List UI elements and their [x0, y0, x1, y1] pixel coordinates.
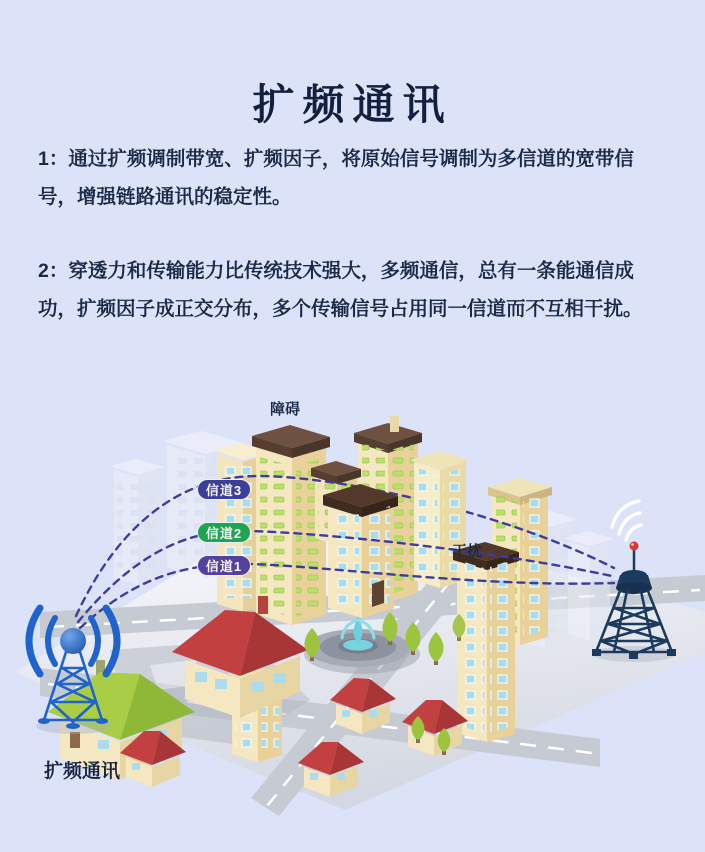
right-signal-waves-icon [612, 501, 641, 540]
channel-3-badge: 信道3 [197, 479, 251, 500]
obstacle-label: 障碍 [270, 401, 301, 418]
building-five-story [323, 484, 398, 618]
page-title: 扩频通讯 [252, 81, 453, 129]
paragraph-2: 2：穿透力和传输能力比传统技术强大，多频通信，总有一条能通信成功，扩频因子成正交分布，多个传输信号占用同一信道而不互相干扰。 [38, 260, 643, 321]
city-illustration [0, 380, 705, 820]
city-scene-svg [0, 380, 705, 820]
description-text [38, 140, 672, 328]
diagram-caption: 扩频通讯 [44, 761, 121, 782]
paragraph-1: 1：通过扩频调制带宽、扩频因子，将原始信号调制为多信道的宽带信号，增强链路通讯的稳定性。 [38, 148, 634, 209]
channel-2-badge: 信道2 [197, 522, 251, 543]
interference-label: 干扰 [452, 543, 483, 560]
channel-1-badge: 信道1 [197, 555, 251, 576]
tower-right-front [453, 542, 519, 742]
